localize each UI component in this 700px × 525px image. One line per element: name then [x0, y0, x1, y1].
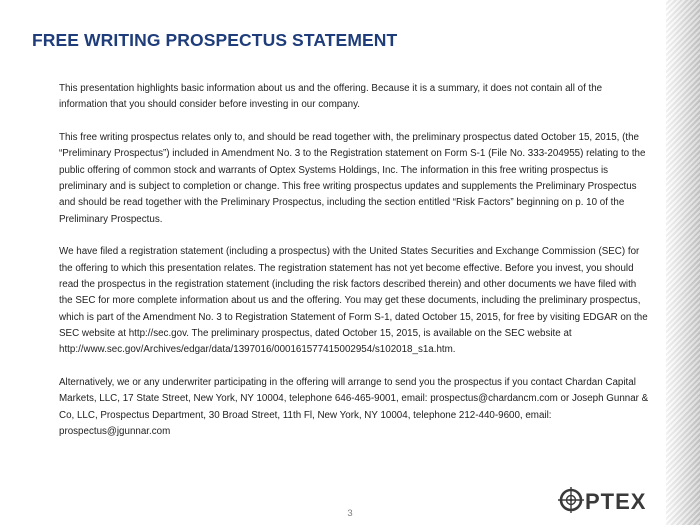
- page-title: FREE WRITING PROSPECTUS STATEMENT: [32, 30, 398, 50]
- statement-body: [59, 81, 649, 457]
- paragraph-registration-statement: We have filed a registration statement (including a prospectus) with the United States Securities and Exchange Commission (SEC) for the offering to which this presentation relates. The registration statement has not yet become effective. Before you invest, you should read the prospectus in the registration statement (including the risk factors described therein) and other documents we have filed with the SEC for more complete information about us and the offering. You may get these documents, including the preliminary prospectus, which is part of the Amendment No. 3 to Registration Statement of Form S-1, dated October 15, 2015, for free by visiting EDGAR on the SEC website at http://sec.gov. The preliminary prospectus, dated October 15, 2015, is available on the SEC website at http://www.sec.gov/Archives/edgar/data/1397016/000161577415002954/s102018_s1a.htm.: [59, 246, 648, 356]
- crosshair-icon: [558, 487, 584, 518]
- optex-logo: [558, 488, 678, 516]
- paragraph-preliminary-prospectus: This free writing prospectus relates only to, and should be read together with, the preliminary prospectus dated October 15, 2015, (the “Preliminary Prospectus”) included in Amendment No. 3 to the Registration statement on Form S-1 (File No. 333-204955) relating to the public offering of common stock and warrants of Optex Systems Holdings, Inc. The information in this free writing prospectus is preliminary and is subject to completion or change. This free writing prospectus updates and supplements the Preliminary Prospectus and should be read together with the Preliminary Prospectus, including the section entitled “Risk Factors” beginning on p. 10 of the Preliminary Prospectus.: [59, 132, 646, 225]
- page-number: 3: [347, 508, 353, 519]
- logo-text: PTEX: [585, 489, 647, 514]
- paragraph-contact: Alternatively, we or any underwriter participating in the offering will arrange to send you the prospectus if you contact Chardan Capital Markets, LLC, 17 State Street, New York, NY 10004, telephone 646-465-9001, email: prospectus@chardancm.com or Joseph Gunnar & Co, LLC, Prospectus Department, 30 Broad Street, 11th Fl, New York, NY 10004, telephone 212-440-9600, email: prospectus@jgunnar.com: [59, 376, 649, 437]
- decorative-side-band: [666, 0, 700, 525]
- paragraph-summary: This presentation highlights basic information about us and the offering. Because it is a summary, it does not contain all of the information that you should consider before investing in our company.: [59, 83, 603, 111]
